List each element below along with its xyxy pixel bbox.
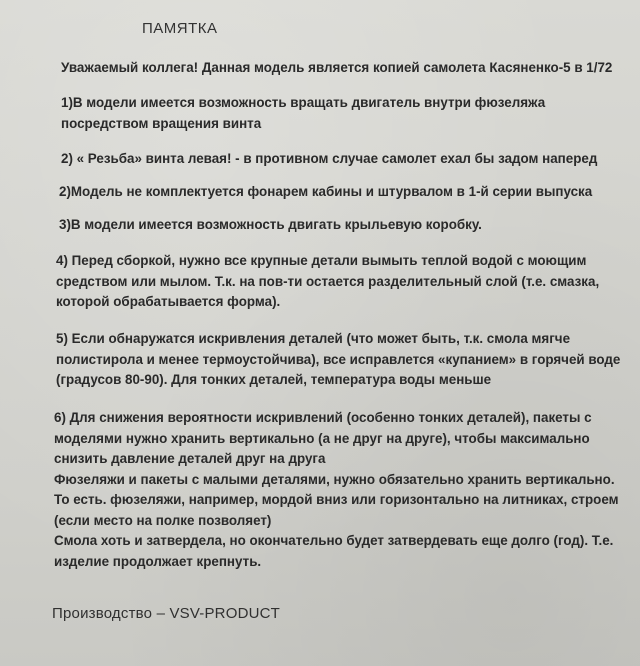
- item-7-paragraph: [54, 408, 629, 572]
- item-4-line-1: 3)В модели имеется возможность двигать крыльевую коробку.: [59, 217, 482, 232]
- item-7-line-4: Фюзеляжи и пакеты с малыми деталями, нужно обязательно хранить вертикально.: [54, 471, 615, 487]
- item-6-line-2: полистирола и менее термоустойчива), все исправлется «купанием» в горячей воде: [56, 351, 621, 367]
- item-5-paragraph: [56, 251, 631, 313]
- greeting-line: Уважаемый коллега! Данная модель является копией самолета Касяненко-5 в 1/72: [61, 60, 613, 75]
- item-2-line-1: 2) « Резьба» винта левая! - в противном случае самолет ехал бы задом наперед: [61, 151, 598, 166]
- item-7-line-1: 6) Для снижения вероятности искривлений (особенно тонких деталей), пакеты с: [54, 410, 592, 425]
- item-6-paragraph: [56, 329, 631, 391]
- document-title: ПАМЯТКА: [142, 20, 218, 37]
- item-7-line-8: изделие продолжает крепнуть.: [54, 553, 262, 569]
- item-6-line-1: 5) Если обнаружатся искривления деталей (что может быть, т.к. смола мягче: [56, 331, 571, 346]
- item-1-line-2: посредством вращения винта: [61, 115, 262, 131]
- item-6-line-3: (градусов 80-90). Для тонких деталей, температура воды меньше: [56, 372, 492, 387]
- item-7-line-3: снизить давление деталей друг на друга: [54, 451, 326, 466]
- greeting-paragraph: [61, 58, 636, 79]
- item-7-line-2: моделями нужно хранить вертикально (а не друг на друге), чтобы максимально: [54, 430, 590, 446]
- item-5-line-1: 4) Перед сборкой, нужно все крупные детали вымыть теплой водой с моющим: [56, 253, 587, 268]
- item-3-line-1: 2)Модель не комплектуется фонарем кабины и штурвалом в 1-й серии выпуска: [59, 184, 593, 199]
- item-7-line-5: То есть. фюзеляжи, например, мордой вниз или горизонтально на литниках, строем: [54, 492, 619, 507]
- item-5-line-2: средством или мылом. Т.к. на пов-ти остается разделительный слой (т.е. смазка,: [56, 273, 600, 289]
- item-7-line-7: Смола хоть и затвердела, но окончательно будет затвердевать еще долго (год). Т.е.: [54, 533, 614, 548]
- item-5-line-3: которой обрабатывается форма).: [56, 294, 281, 309]
- item-4-paragraph: [59, 215, 634, 236]
- item-7-line-6: (если место на полке позволяет): [54, 512, 272, 528]
- item-1-line-1: 1)В модели имеется возможность вращать двигатель внутри фюзеляжа: [61, 95, 546, 110]
- item-3-paragraph: [59, 182, 634, 203]
- item-1-paragraph: [61, 93, 636, 134]
- document-footer: Производство – VSV-PRODUCT: [52, 605, 281, 622]
- item-2-paragraph: [61, 149, 636, 170]
